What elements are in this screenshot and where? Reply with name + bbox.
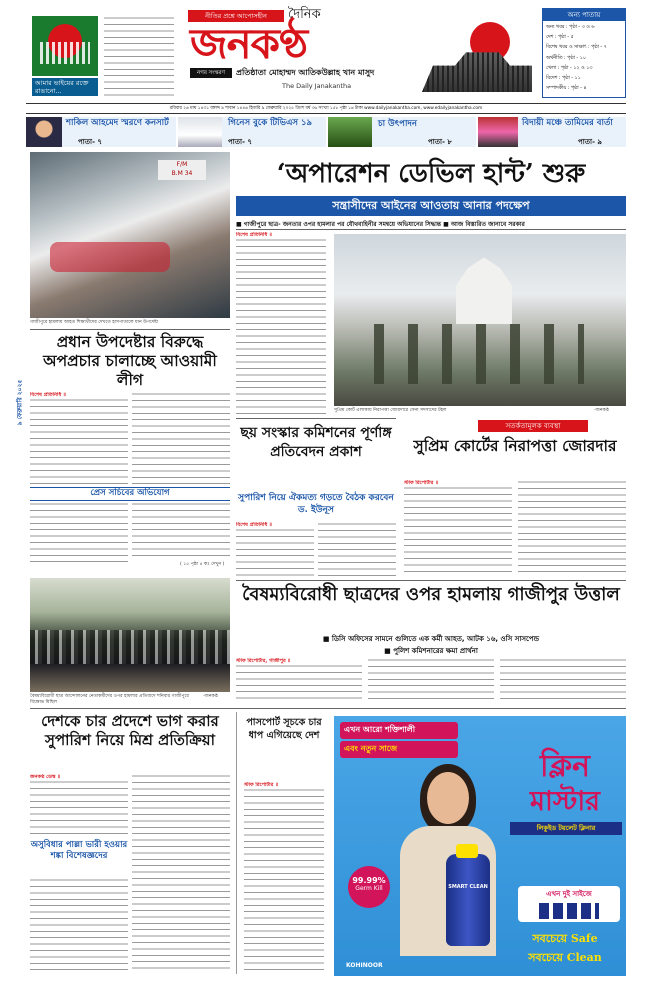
gazipur-photo-credit: -জনকণ্ঠ bbox=[203, 694, 218, 699]
lead-byline: বিশেষ প্রতিনিধি ॥ bbox=[236, 232, 272, 238]
gazipur-headline[interactable]: বৈষম্যবিরোধী ছাত্রদের ওপর হামলায় গাজীপুর উত্তাল bbox=[242, 584, 620, 605]
ad-germ: Germ Kill bbox=[355, 885, 383, 892]
division-byline: জনকণ্ঠ ডেস্ক ॥ bbox=[30, 774, 61, 780]
teaser-image bbox=[26, 117, 62, 147]
division-body-col3 bbox=[30, 878, 128, 974]
lead-bullets: ■ গাজীপুরে ছাত্র- জনতার ওপর হামলার পর যৌথবাহিনীর সমন্বয়ে অভিযানের সিদ্ধান্ত ■ আজ বিস্তারিত জানাবে সরকার bbox=[236, 221, 525, 228]
commission-headline[interactable]: ছয় সংস্কার কমিশনের পূর্ণাঙ্গ প্রতিবেদন প্রকাশ bbox=[240, 425, 392, 460]
inside-item[interactable]: বিশেষ খবর ও সাক্ষাৎ : পৃষ্ঠা - ৭ bbox=[546, 45, 607, 51]
court-headline[interactable]: সুপ্রিম কোর্টের নিরাপত্তা জোরদার bbox=[413, 436, 617, 455]
gazipur-photo-caption: বৈষম্যবিরোধী ছাত্র আন্দোলনের নেতাকর্মীদের ওপর হামলার প্রতিবাদে শনিবার গাজীপুরে বিক্ষোভ মিছিল bbox=[30, 694, 189, 705]
teaser-card[interactable] bbox=[178, 117, 326, 147]
awami-headline[interactable]: প্রধান উপদেষ্টার বিরুদ্ধে অপপ্রচার চালাচ্ছে আওয়ামী লীগ bbox=[43, 332, 217, 389]
ad-top-banner bbox=[340, 722, 458, 756]
commission-sub: সুপারিশ নিয়ে ঐকমত্য গড়তে বৈঠক করবেন ড. ইউনূস bbox=[238, 493, 394, 515]
ad-pack-sizes bbox=[518, 886, 620, 922]
commission-body bbox=[236, 522, 314, 576]
gazipur-byline: স্টাফ রিপোর্টার, গাজীপুর ॥ bbox=[236, 658, 291, 664]
ad-product-text: লিকুইড টয়লেট ক্লিনার bbox=[536, 824, 596, 832]
awami-body-col4 bbox=[132, 502, 230, 560]
ad-pack-text: এখন দুই সাইজে bbox=[546, 890, 592, 898]
teaser-image bbox=[478, 117, 518, 147]
lead-subhead-text: সন্ত্রাসীদের আইনের আওতায় আনার পদক্ষেপ bbox=[332, 199, 530, 212]
ad-slogan-2: সবচেয়ে Clean bbox=[528, 951, 602, 964]
ad-top-line1: এখন আরো শক্তিশালী bbox=[340, 722, 458, 739]
court-byline: স্টাফ রিপোর্টার ॥ bbox=[404, 480, 438, 486]
teaser-page: পাতা- ৯ bbox=[578, 138, 602, 146]
founder-line: প্রতিষ্ঠাতা মোহাম্মদ আতিকউল্লাহ খান মাসুদ bbox=[236, 67, 375, 77]
passport-body bbox=[244, 782, 324, 974]
division-body-col2 bbox=[132, 774, 230, 974]
masthead bbox=[26, 8, 626, 112]
inside-item[interactable]: খেলা : পৃষ্ঠা - ১২ ও ১৩ bbox=[546, 65, 593, 71]
division-headline[interactable]: দেশকে চার প্রদেশে ভাগ করার সুপারিশ নিয়ে মিশ্র প্রতিক্রিয়া bbox=[41, 712, 219, 749]
inside-item[interactable]: অর্থনীতি : পৃষ্ঠা - ১০ bbox=[546, 55, 586, 61]
court-body-col2 bbox=[518, 480, 626, 576]
ad-germ-badge bbox=[348, 866, 390, 908]
teaser-card[interactable] bbox=[478, 117, 626, 147]
teaser-strip bbox=[26, 117, 626, 147]
awami-box-head: প্রেস সচিবের অভিযোগ bbox=[30, 487, 230, 501]
ad-slogan-1: সবচেয়ে Safe bbox=[532, 932, 598, 945]
teaser-card[interactable] bbox=[328, 117, 476, 147]
teaser-title: বিদায়ী মঞ্চে তামিমের বার্তা bbox=[522, 118, 613, 128]
side-date bbox=[14, 355, 26, 451]
lead-body-cont bbox=[236, 360, 326, 416]
teaser-image bbox=[328, 117, 372, 147]
left-teaser-text bbox=[104, 16, 174, 96]
dainik: দৈনিক bbox=[288, 7, 321, 22]
left-caption bbox=[32, 78, 98, 96]
lead-subhead bbox=[236, 196, 626, 216]
gazipur-body-col3 bbox=[500, 658, 626, 704]
ad-brand-2: মাস্টার bbox=[529, 786, 600, 817]
gazipur-photo bbox=[30, 578, 230, 692]
awami-body bbox=[30, 392, 128, 484]
awami-body-col2 bbox=[132, 392, 230, 484]
ad-brand-1: ক্লিন bbox=[540, 749, 590, 784]
ad-product bbox=[510, 822, 622, 835]
gazipur-body-col2 bbox=[368, 658, 494, 704]
inside-item[interactable]: দেশ : পৃষ্ঠা - ৫ bbox=[546, 35, 574, 41]
gazipur-body bbox=[236, 658, 362, 704]
hospital-photo: F/M B.M 34 bbox=[30, 152, 230, 318]
supreme-court-photo bbox=[334, 234, 626, 406]
inside-list bbox=[543, 21, 625, 96]
division-body bbox=[30, 774, 128, 836]
court-kicker bbox=[478, 420, 588, 432]
lead-body bbox=[236, 232, 326, 358]
commission-byline: বিশেষ প্রতিনিধি ॥ bbox=[236, 522, 272, 528]
hospital-photo-caption: গাজীপুরে হামলায় আহত শিক্ষার্থীদের দেখতে হাসপাতালে যান উপদেষ্টা bbox=[30, 320, 159, 325]
awami-body-col3 bbox=[30, 502, 128, 566]
lead-photo-credit: -জনকণ্ঠ bbox=[594, 408, 609, 413]
court-kicker-text: সতর্কতামূলক ব্যবস্থা bbox=[505, 422, 561, 430]
inside-heading: অন্য পাতায় bbox=[543, 9, 625, 21]
left-caption-text: আমার ভাইয়ের রক্তে রাঙানো... bbox=[35, 79, 89, 95]
court-body bbox=[404, 480, 512, 576]
side-date-text: ৯ ফেব্রুয়ারি ২০২৫ bbox=[16, 379, 24, 426]
teaser-card[interactable] bbox=[26, 117, 176, 147]
lead-headline[interactable]: ‘অপারেশন ডেভিল হান্ট’ শুরু bbox=[276, 159, 586, 189]
cleanmaster-ad[interactable] bbox=[334, 716, 626, 976]
ad-bottle bbox=[446, 854, 490, 946]
english-name: The Daily Janakantha bbox=[282, 82, 352, 90]
awami-cont: ( ১৫ পৃষ্ঠা ৪ কঃ দেখুন ) bbox=[180, 562, 225, 567]
division-box-head: অসুবিধার পাল্লা ভারী হওয়ার শঙ্কা বিশেষজ্ঞদের bbox=[30, 840, 128, 861]
teaser-page: পাতা- ৭ bbox=[228, 138, 252, 146]
teaser-image bbox=[178, 117, 222, 147]
lead-photo-caption: সুপ্রিম কোর্ট এলাকায় নিরাপত্তা জোরদারে সেনা সদস্যদের টহল bbox=[334, 408, 447, 413]
awami-byline: বিশেষ প্রতিনিধি ॥ bbox=[30, 392, 66, 398]
ad-bottle-label: SMART CLEAN bbox=[448, 884, 488, 890]
teaser-title: শাকিল আহমেদ স্মরণে কনসার্ট bbox=[66, 118, 169, 128]
city-edition bbox=[190, 68, 232, 78]
inside-item[interactable]: সম্পাদকীয় : পৃষ্ঠা - ৪ bbox=[546, 86, 587, 92]
gazipur-bullet-2: ■ পুলিশ কমিশনারের ক্ষমা প্রার্থনা bbox=[384, 647, 478, 655]
teaser-page: পাতা- ৮ bbox=[428, 138, 452, 146]
tagline-text: নীতির প্রশ্নে আপোসহীন bbox=[205, 12, 267, 20]
flag-logo bbox=[32, 16, 98, 76]
teaser-title: গিনেস বুকে টিভিএস ১৯ bbox=[228, 118, 313, 128]
dateline bbox=[26, 103, 626, 114]
teaser-title: চা উৎপাদন bbox=[378, 119, 417, 129]
dateline-text: রবিবার ২৬ মাঘ ১৪৩১ বঙ্গাব্দ ৯ শাবান ১৪৪৬ হিজরি ৯ ফেব্রুয়ারি ২০২৫ ত্রিংশ বর্ষ ৩৬ সংখ্যা ১৫৮ পৃষ্ঠা ১৬ টাকা www.dailyjanakantha.com, www.edailyjanakantha.com bbox=[169, 106, 483, 111]
teaser-page: পাতা- ৭ bbox=[78, 138, 102, 146]
ad-top-line2: এবং নতুন সাজে bbox=[340, 741, 458, 758]
passport-headline[interactable]: পাসপোর্ট সূচকে চার ধাপ এগিয়েছে দেশ bbox=[246, 717, 322, 741]
masthead-title: জনকণ্ঠ bbox=[190, 19, 308, 68]
ad-pct: 99.99% bbox=[352, 876, 386, 885]
gazipur-bullet-1: ■ ডিসি অফিসের সামনে গুলিতে এক কর্মী আহত, আটক ১৬, ওসি সাসপেন্ড bbox=[322, 635, 540, 643]
inside-box bbox=[542, 8, 626, 98]
ad-maker: KOHINOOR bbox=[346, 962, 383, 969]
ad-slogan bbox=[506, 930, 624, 970]
commission-body-col2 bbox=[318, 522, 396, 576]
parliament-illustration bbox=[422, 18, 532, 92]
passport-byline: স্টাফ রিপোর্টার ॥ bbox=[244, 782, 278, 788]
city-edition-text: নগর সংস্করণ bbox=[197, 70, 225, 76]
inside-item[interactable]: বিদেশ : পৃষ্ঠা - ১১ bbox=[546, 76, 581, 82]
inside-item[interactable]: অন্য খবর : পৃষ্ঠা - ৩ ও ৬ bbox=[546, 25, 595, 30]
